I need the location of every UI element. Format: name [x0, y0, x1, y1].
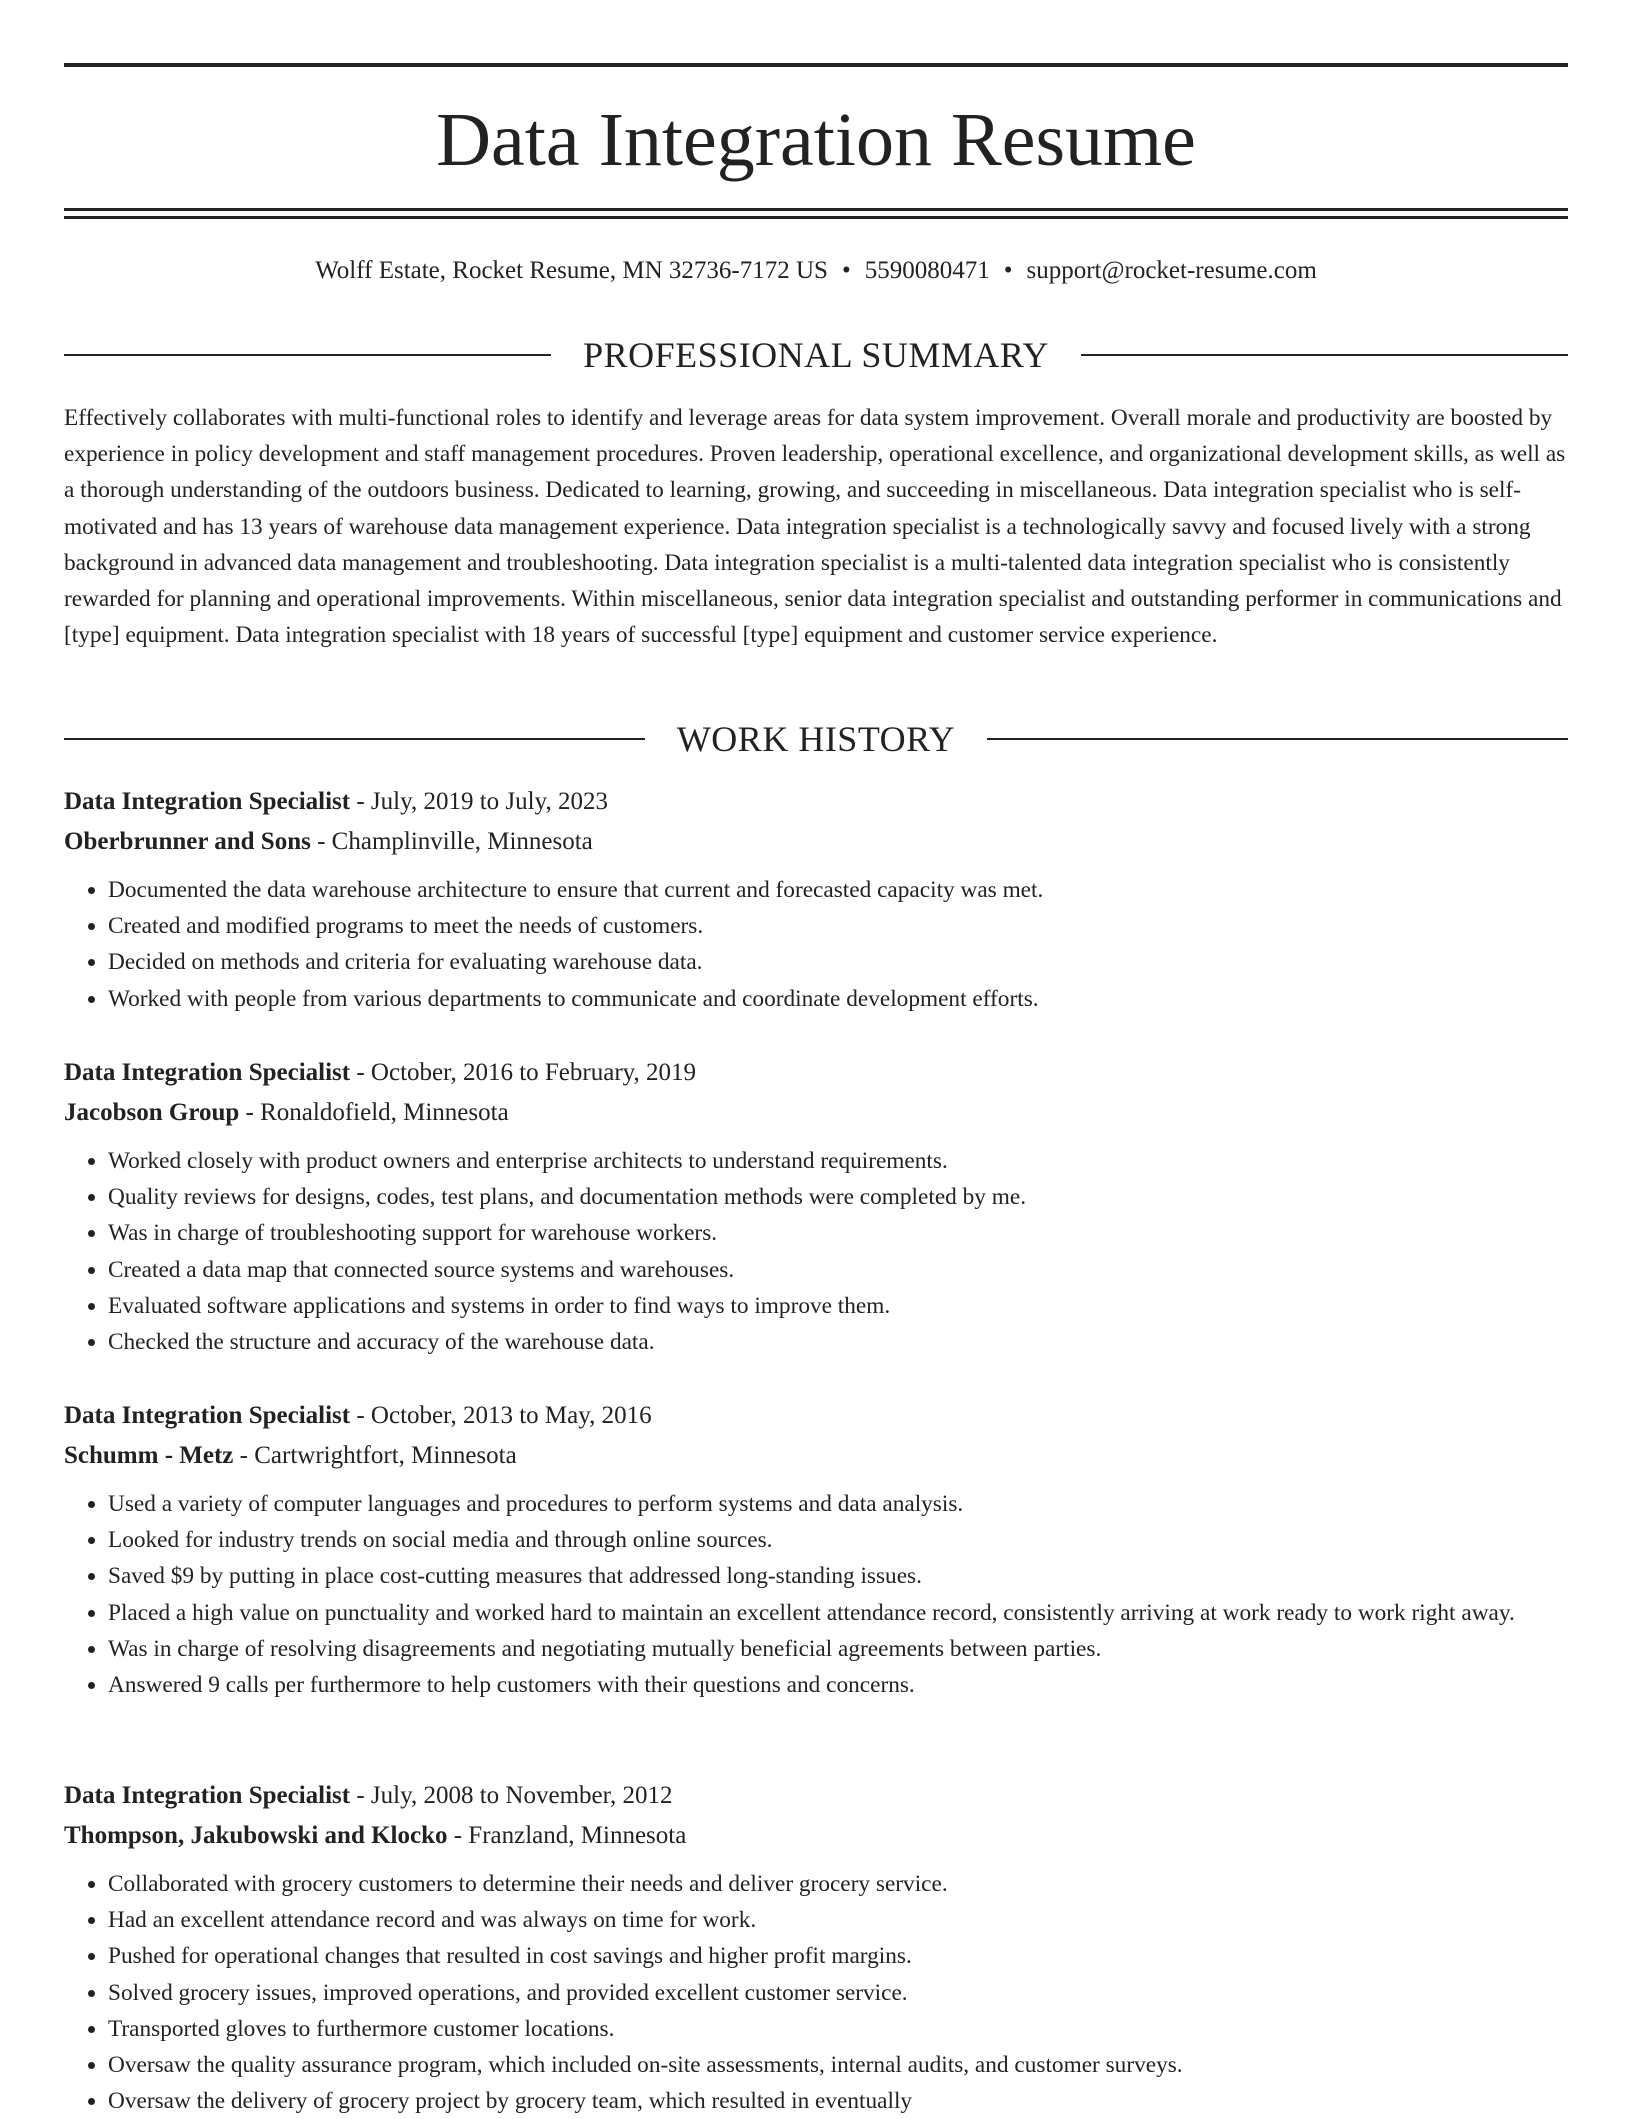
contact-separator: •	[1003, 257, 1013, 284]
job-bullet: • Documented the data warehouse architecture to ensure that current and forecasted capacity was met.	[108, 872, 1568, 908]
contact-address: Wolff Estate, Rocket Resume, MN 32736-7172 US	[315, 257, 828, 284]
job-title-line	[64, 782, 1568, 822]
job-bullet-list	[64, 1486, 1568, 1703]
job-bullet: • Worked with people from various departments to communicate and coordinate development efforts.	[108, 981, 1568, 1017]
job-bullet: • Answered 9 calls per furthermore to help customers with their questions and concerns.	[108, 1667, 1568, 1703]
heading-rule-right	[1081, 354, 1568, 356]
job-bullet-list	[64, 1866, 1568, 2119]
job-bullet: • Had an excellent attendance record and was always on time for work.	[108, 1902, 1568, 1938]
job-company: Oberbrunner and Sons	[64, 828, 311, 855]
job-entry	[64, 1776, 1568, 2119]
job-company-line	[64, 1816, 1568, 1856]
job-dates: - July, 2019 to July, 2023	[350, 788, 608, 815]
job-bullet: • Placed a high value on punctuality and worked hard to maintain an excellent attendance record, consistently arriving at work ready to work right away.	[108, 1595, 1568, 1631]
job-title-line	[64, 1396, 1568, 1436]
job-company-line	[64, 822, 1568, 862]
job-title: Data Integration Specialist	[64, 1059, 351, 1086]
page-title: Data Integration Resume	[436, 98, 1196, 182]
summary-heading-label: PROFESSIONAL SUMMARY	[583, 335, 1049, 375]
job-title-line	[64, 1776, 1568, 1816]
job-bullet: • Oversaw the quality assurance program, which included on-site assessments, internal audits, and customer surveys.	[108, 2047, 1568, 2083]
job-bullet: • Created and modified programs to meet the needs of customers.	[108, 908, 1568, 944]
job-location: - Ronaldofield, Minnesota	[239, 1099, 509, 1126]
summary-text: Effectively collaborates with multi-functional roles to identify and leverage areas for data system improvement. Overall morale and productivity are boosted by experience in policy development and staff management procedures. Proven leadership, operational excellence, and organizational development skills, as well as a thorough understanding of the outdoors business. Dedicated to learning, growing, and succeeding in miscellaneous. Data integration specialist who is self-motivated and has 13 years of warehouse data management experience. Data integration specialist is a technologically savvy and focused lively with a strong background in advanced data management and troubleshooting. Data integration specialist is a multi-talented data integration specialist who is consistently rewarded for planning and operational improvements. Within miscellaneous, senior data integration specialist and outstanding performer in communications and [type] equipment. Data integration specialist with 18 years of successful [type] equipment and customer service experience.	[64, 405, 1566, 649]
job-bullet: • Decided on methods and criteria for evaluating warehouse data.	[108, 944, 1568, 980]
job-location: - Franzland, Minnesota	[447, 1822, 687, 1849]
job-bullet: • Evaluated software applications and systems in order to find ways to improve them.	[108, 1288, 1568, 1324]
job-title-line	[64, 1053, 1568, 1093]
summary-section-heading	[64, 333, 1568, 377]
job-title: Data Integration Specialist	[64, 1402, 351, 1429]
job-bullet: • Oversaw the delivery of grocery project by grocery team, which resulted in eventually	[108, 2083, 1568, 2119]
job-location: - Cartwrightfort, Minnesota	[233, 1442, 517, 1469]
job-bullet: • Solved grocery issues, improved operations, and provided excellent customer service.	[108, 1975, 1568, 2011]
title-rule-upper	[64, 208, 1568, 211]
job-bullet: • Was in charge of resolving disagreements and negotiating mutually beneficial agreements between parties.	[108, 1631, 1568, 1667]
work-section-heading	[64, 717, 1568, 761]
job-entry	[64, 1396, 1568, 1703]
job-dates: - July, 2008 to November, 2012	[350, 1782, 673, 1809]
job-bullet: • Pushed for operational changes that resulted in cost savings and higher profit margins.	[108, 1938, 1568, 1974]
job-bullet-list	[64, 1143, 1568, 1360]
heading-rule-left	[64, 354, 551, 356]
job-dates: - October, 2013 to May, 2016	[350, 1402, 652, 1429]
job-entry	[64, 782, 1568, 1017]
job-bullet: • Transported gloves to furthermore customer locations.	[108, 2011, 1568, 2047]
job-dates: - October, 2016 to February, 2019	[350, 1059, 697, 1086]
job-bullet: • Collaborated with grocery customers to determine their needs and deliver grocery service.	[108, 1866, 1568, 1902]
contact-email: support@rocket-resume.com	[1026, 257, 1317, 284]
job-bullet: • Looked for industry trends on social media and through online sources.	[108, 1522, 1568, 1558]
job-bullet: • Saved $9 by putting in place cost-cutting measures that addressed long-standing issues.	[108, 1558, 1568, 1594]
job-bullet: • Worked closely with product owners and enterprise architects to understand requirements.	[108, 1143, 1568, 1179]
job-title: Data Integration Specialist	[64, 788, 351, 815]
contact-separator: •	[841, 257, 851, 284]
job-bullet-list	[64, 872, 1568, 1017]
heading-rule-right	[987, 738, 1568, 740]
job-title: Data Integration Specialist	[64, 1782, 351, 1809]
top-rule	[64, 63, 1568, 67]
job-company: Schumm - Metz	[64, 1442, 234, 1469]
job-company: Jacobson Group	[64, 1099, 240, 1126]
contact-line	[64, 255, 1568, 287]
job-location: - Champlinville, Minnesota	[310, 828, 593, 855]
job-bullet: • Was in charge of troubleshooting support for warehouse workers.	[108, 1215, 1568, 1251]
job-entry	[64, 1053, 1568, 1360]
contact-phone: 5590080471	[864, 257, 990, 284]
title-rule-lower	[64, 216, 1568, 219]
job-bullet: • Created a data map that connected source systems and warehouses.	[108, 1252, 1568, 1288]
work-heading-label: WORK HISTORY	[676, 719, 956, 759]
job-company: Thompson, Jakubowski and Klocko	[64, 1822, 448, 1849]
heading-rule-left	[64, 738, 645, 740]
job-bullet: • Checked the structure and accuracy of the warehouse data.	[108, 1324, 1568, 1360]
job-bullet: • Quality reviews for designs, codes, test plans, and documentation methods were completed by me.	[108, 1179, 1568, 1215]
job-company-line	[64, 1436, 1568, 1476]
job-company-line	[64, 1093, 1568, 1133]
job-bullet: • Used a variety of computer languages and procedures to perform systems and data analysis.	[108, 1486, 1568, 1522]
